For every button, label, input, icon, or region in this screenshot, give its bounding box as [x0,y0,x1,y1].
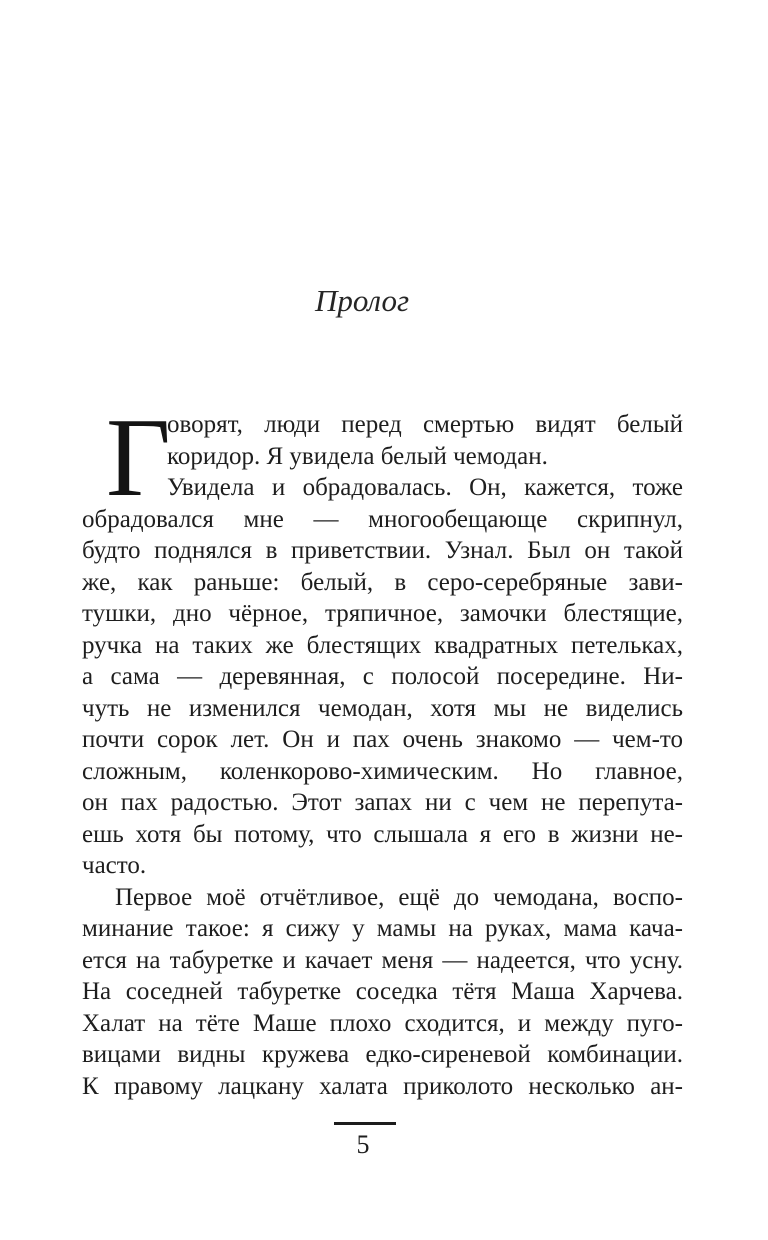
text-line: вицами видны кружева едко-сиреневой комбинации. [82,1041,683,1068]
text-line: же, как раньше: белый, в серо-серебряные зави- [82,568,683,596]
text-line: К правому лацкану халата приколото несколько ан- [82,1072,683,1100]
text-line: он пах радостью. Этот запах ни с чем не перепута- [82,789,683,816]
text-line: коридор. Я увидела белый чемодан. [167,442,548,470]
text-line: Увидела и обрадовалась. Он, кажется, тоже [167,474,683,501]
paragraph-lines [82,409,683,1102]
text-line: будто поднялся в приветствии. Узнал. Был он такой [82,537,683,564]
footer-rule [334,1122,396,1125]
text-line: минание такое: я сижу у мамы на руках, мама кача- [82,915,683,942]
text-line: На соседней табуретке соседка тётя Маша Харчева. [82,978,683,1005]
text-line: оворят, люди перед смертью видят белый [167,411,683,438]
text-line: часто. [82,852,147,879]
text-line: сложным, коленкорово-химическим. Но главное, [82,757,683,785]
text-line: Первое моё отчётливое, ещё до чемодана, воспо- [115,883,683,911]
text-line: чуть не изменился чемодан, хотя мы не виделись [82,694,683,722]
text-line: тушки, дно чёрное, тряпичное, замочки блестящие, [82,600,683,627]
text-line: почти сорок лет. Он и пах очень знакомо — чем-то [82,726,683,753]
text-line: ешь хотя бы потому, что слышала я его в жизни не- [82,820,683,848]
chapter-heading: Пролог [314,283,410,318]
text-line: обрадовался мне — многообещающе скрипнул, [82,505,683,533]
text-line: Халат на тёте Маше плохо сходится, и между пуго- [82,1009,683,1037]
text-line: а сама — деревянная, с полосой посередине. Ни- [82,663,683,690]
body-text-block [82,396,683,1102]
page-number: 5 [356,1130,370,1159]
text-line: ется на табуретке и качает меня — надеется, что усну. [82,946,683,974]
text-line: ручка на таких же блестящих квадратных петельках, [82,631,683,659]
drop-cap: Г [106,396,171,520]
